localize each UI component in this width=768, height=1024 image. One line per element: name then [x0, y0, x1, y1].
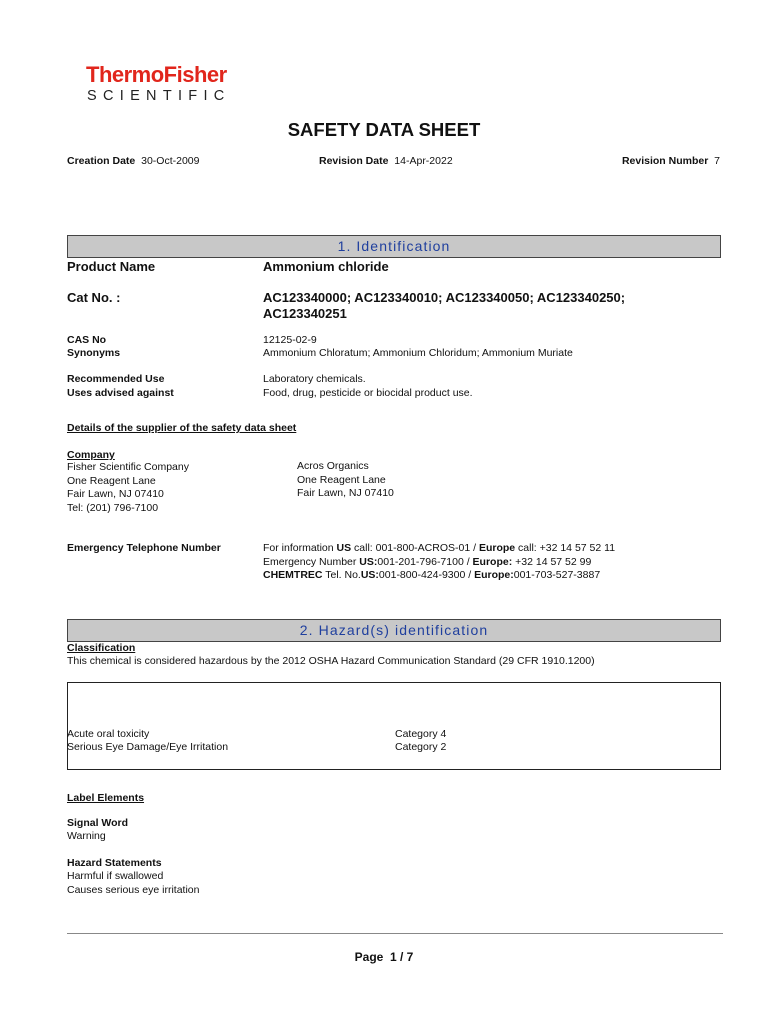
cat-no-line-1: AC123340000; AC123340010; AC123340050; AC123340250;	[263, 290, 626, 305]
address-line: Fair Lawn, NJ 07410	[297, 487, 394, 499]
product-name-label: Product Name	[67, 259, 156, 274]
synonyms-label: Synonyms	[67, 347, 121, 359]
emergency-line-3: CHEMTREC Tel. No.US:001-800-424-9300 / Europe:001-703-527-3887	[263, 569, 601, 581]
creation-date-label: Creation Date	[67, 155, 136, 167]
address-line: Fisher Scientific Company	[67, 461, 189, 473]
product-name-value: Ammonium chloride	[263, 259, 389, 274]
hazard-classification-box	[67, 682, 721, 770]
address-line: Tel: (201) 796-7100	[67, 501, 159, 514]
hazard-statements-label: Hazard Statements	[67, 857, 162, 869]
cas-label: CAS No	[67, 334, 107, 346]
fisher-address	[67, 461, 189, 515]
revision-number	[622, 155, 720, 167]
emergency-telephone-label: Emergency Telephone Number	[67, 542, 221, 554]
footer-divider	[67, 933, 723, 934]
address-line: One Reagent Lane	[67, 474, 156, 487]
address-line: One Reagent Lane	[297, 473, 386, 486]
company-heading: Company	[67, 449, 115, 461]
hazard-name: Serious Eye Damage/Eye Irritation	[67, 741, 229, 753]
emergency-line-1: For information US call: 001-800-ACROS-01 / Europe call: +32 14 57 52 11	[263, 542, 616, 554]
cat-no-line-2: AC123340251	[263, 306, 347, 321]
hazard-category: Category 2	[395, 741, 447, 753]
synonyms-value: Ammonium Chloratum; Ammonium Chloridum; Ammonium Muriate	[263, 347, 573, 359]
page-label: Page	[354, 950, 384, 964]
page-number	[0, 950, 768, 964]
creation-date-value: 30-Oct-2009	[141, 155, 200, 167]
revision-date-label: Revision Date	[319, 155, 389, 167]
hazard-statement: Causes serious eye irritation	[67, 884, 200, 896]
section-2-header: 2. Hazard(s) identification	[67, 619, 721, 642]
classification-heading: Classification	[67, 642, 136, 654]
emergency-line-2: Emergency Number US:001-201-796-7100 / Europe: +32 14 57 52 99	[263, 555, 592, 568]
supplier-details-heading: Details of the supplier of the safety data sheet	[67, 422, 297, 434]
revision-number-value: 7	[714, 155, 720, 167]
address-line: Acros Organics	[297, 460, 369, 472]
hazard-name: Acute oral toxicity	[67, 728, 150, 740]
uses-advised-against-value: Food, drug, pesticide or biocidal product use.	[263, 387, 473, 399]
emergency-telephone-value	[263, 542, 615, 583]
cas-value: 12125-02-9	[263, 334, 317, 346]
signal-word-label: Signal Word	[67, 817, 129, 829]
recommended-use-label: Recommended Use	[67, 373, 165, 385]
recommended-use-value: Laboratory chemicals.	[263, 373, 366, 385]
address-line: Fair Lawn, NJ 07410	[67, 488, 164, 500]
signal-word-value: Warning	[67, 830, 106, 842]
cat-no-label: Cat No. :	[67, 290, 121, 305]
document-title: SAFETY DATA SHEET	[287, 119, 481, 140]
hazard-category: Category 4	[395, 728, 447, 740]
classification-text: This chemical is considered hazardous by the 2012 OSHA Hazard Communication Standard (29 CFR 1910.1200)	[67, 655, 595, 667]
section-1-header: 1. Identification	[67, 235, 721, 258]
revision-date-value: 14-Apr-2022	[394, 155, 453, 167]
uses-advised-against-label: Uses advised against	[67, 387, 174, 399]
creation-date	[67, 155, 199, 167]
acros-address	[297, 460, 394, 501]
logo-scientific: SCIENTIFIC	[87, 88, 231, 104]
logo-thermofisher: ThermoFisher	[86, 62, 227, 87]
label-elements-heading: Label Elements	[67, 792, 145, 804]
revision-date	[319, 155, 453, 167]
revision-number-label: Revision Number	[621, 155, 709, 167]
hazard-statement: Harmful if swallowed	[67, 870, 164, 882]
page-value: 1 / 7	[390, 950, 414, 964]
